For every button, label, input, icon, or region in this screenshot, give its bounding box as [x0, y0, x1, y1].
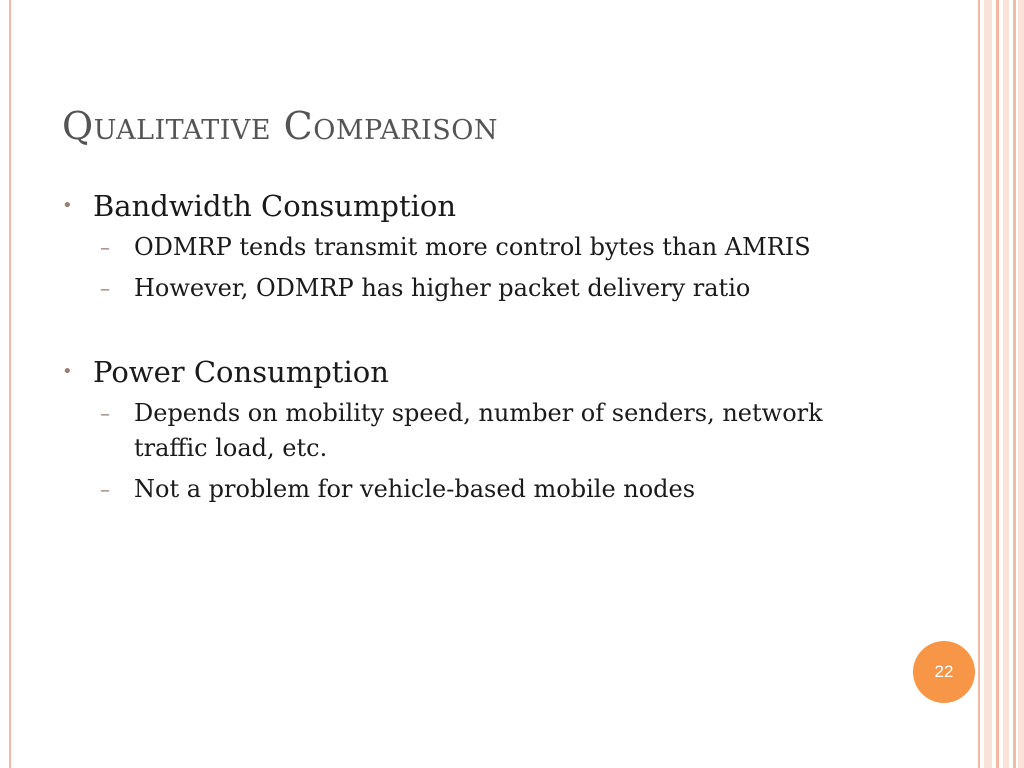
- right-border-band: [984, 0, 992, 768]
- page-number-badge: 22: [913, 641, 975, 703]
- right-border-line: [978, 0, 980, 768]
- dash-icon: –: [100, 477, 110, 501]
- bullet-heading: Power Consumption: [93, 355, 389, 389]
- bullet-group: [62, 352, 842, 507]
- left-border-line: [9, 0, 11, 768]
- bullet-heading: Bandwidth Consumption: [93, 189, 457, 223]
- bullet-text: However, ODMRP has higher packet delivery ratio: [134, 274, 751, 302]
- dash-icon: –: [100, 401, 110, 425]
- bullet-level2: [62, 396, 842, 466]
- bullet-level1: [62, 352, 842, 392]
- bullet-group: [62, 186, 842, 306]
- right-border-line: [996, 0, 999, 768]
- slide-title: Qualitative Comparison: [62, 104, 498, 148]
- bullet-level2: [62, 230, 842, 265]
- bullet-text: ODMRP tends transmit more control bytes than AMRIS: [134, 233, 811, 261]
- bullet-level2: [62, 472, 842, 507]
- bullet-text: Depends on mobility speed, number of senders, network traffic load, etc.: [134, 399, 823, 462]
- dash-icon: –: [100, 276, 110, 300]
- right-border-band: [1003, 0, 1009, 768]
- bullet-dot-icon: •: [62, 195, 73, 216]
- bullet-level2: [62, 271, 842, 306]
- right-border-line: [1013, 0, 1016, 768]
- bullet-dot-icon: •: [62, 361, 73, 382]
- dash-icon: –: [100, 235, 110, 259]
- bullet-level1: [62, 186, 842, 226]
- slide-body: [62, 186, 842, 513]
- right-border-band: [1018, 0, 1024, 768]
- bullet-text: Not a problem for vehicle-based mobile nodes: [134, 475, 696, 503]
